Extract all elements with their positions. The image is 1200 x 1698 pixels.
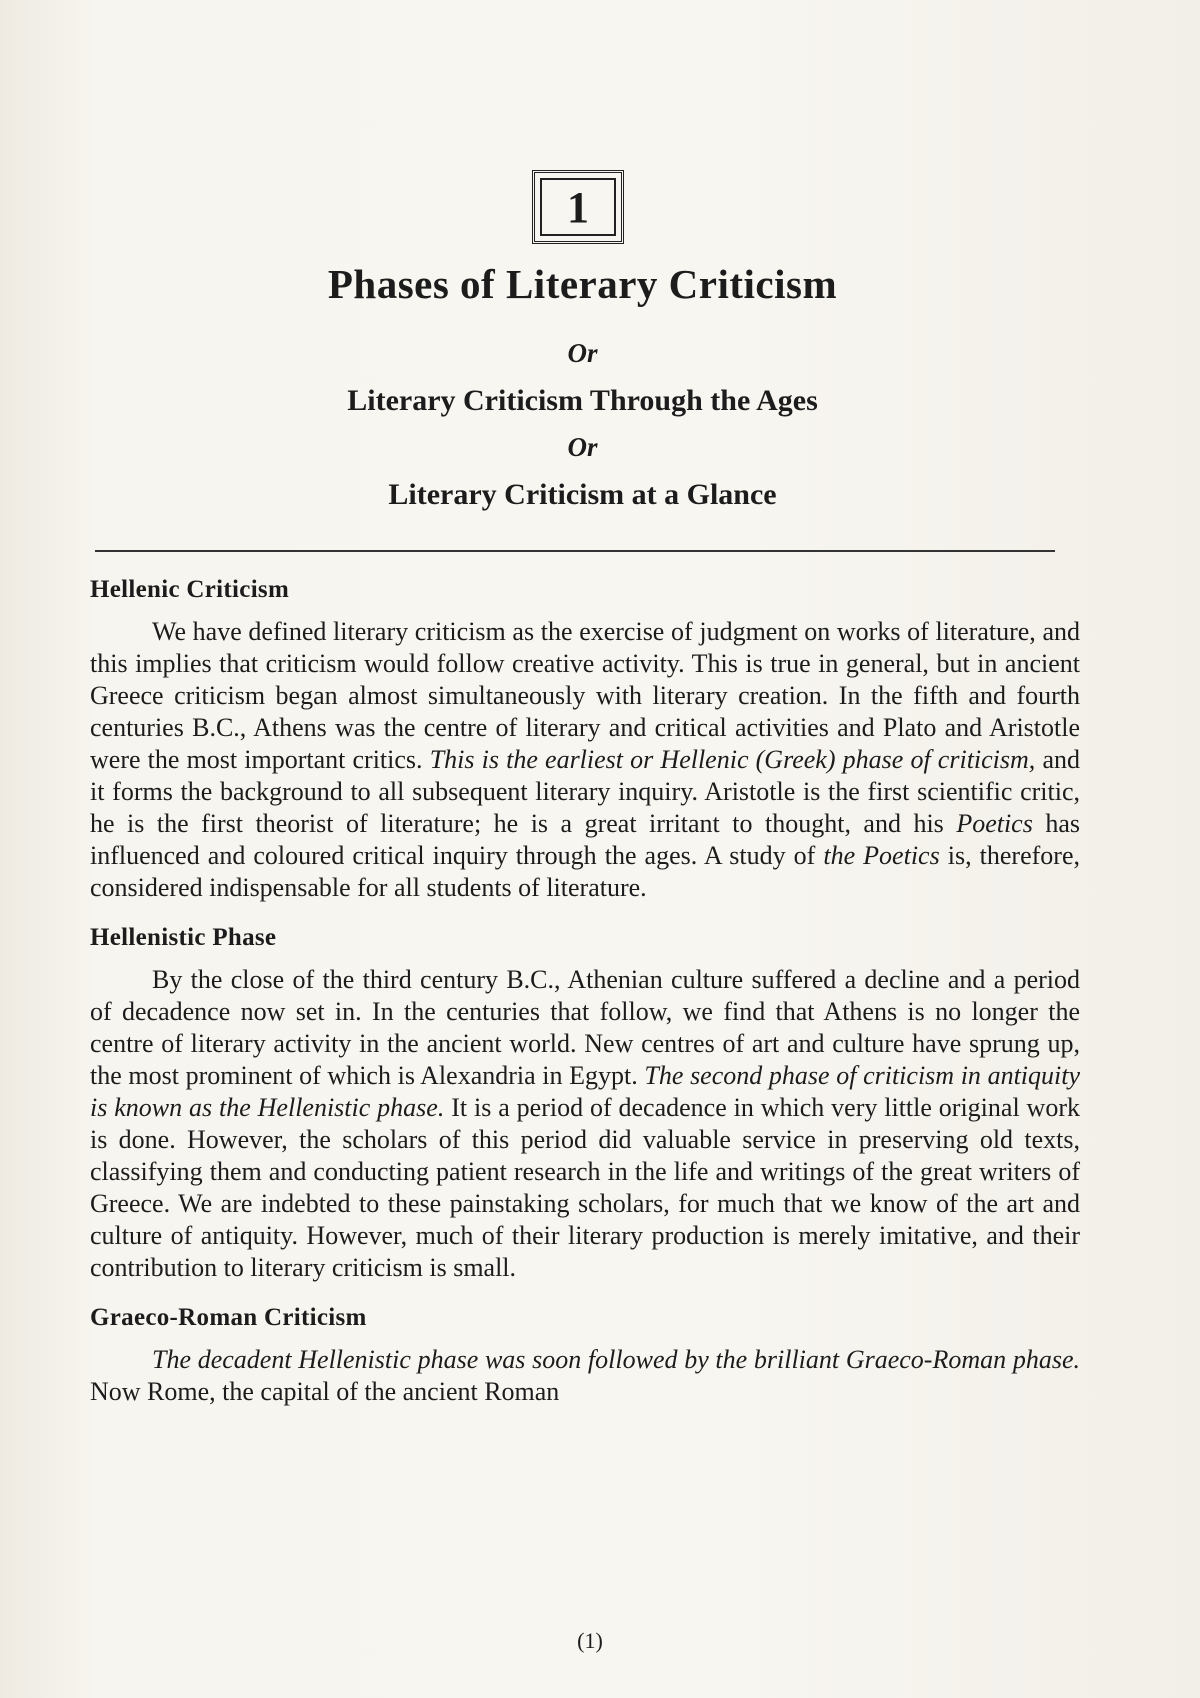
or-separator-2: Or: [567, 432, 598, 462]
text-run: is, therefore, considered indispensable for all students of literature.: [90, 841, 1080, 902]
text-run: Now Rome, the capital of the ancient Roman: [90, 1377, 560, 1406]
text-run: We have defined literary criticism as the exercise of judgment on works of literature, and this implies that criticism would follow creative activity. This is true in general, but in ancient Greece criticism began almost simultaneously with literary creation. In the fifth and fourth centuries B.C., Athens was the centre of literary and critical activities and Plato and Aristotle were the most important critics.: [90, 617, 1080, 774]
horizontal-rule: [95, 550, 1055, 552]
alternate-title-1: Literary Criticism Through the Ages: [347, 384, 818, 417]
section-paragraph: [90, 964, 1080, 1284]
body-text: [90, 574, 1080, 1426]
section-heading: Hellenic Criticism: [90, 576, 290, 603]
text-run: It is a period of decadence in which very little original work is done. However, the scholars of this period did valuable service in preserving old texts, classifying them and conducting patient research in the life and writings of the great writers of Greece. We are indebted to these painstaking scholars, for much that we know of the art and culture of antiquity. However, much of their literary production is merely imitative, and their contribution to literary criticism is small.: [90, 1093, 1080, 1282]
chapter-number-box: [532, 170, 624, 244]
section-graeco-roman: [90, 1302, 1080, 1408]
chapter-number: 1: [540, 178, 616, 236]
text-run: and it forms the background to all subsequent literary inquiry. Aristotle is the first scientific critic, he is the first theorist of literature; he is a great irritant to thought, and his: [90, 745, 1080, 838]
italic-text-run: Poetics: [956, 809, 1033, 838]
section-hellenic: [90, 574, 1080, 904]
section-hellenistic: [90, 922, 1080, 1284]
text-run: By the close of the third century B.C., Athenian culture suffered a decline and a period of decadence now set in. In the centuries that follow, we find that Athens is no longer the centre of literary activity in the ancient world. New centres of art and culture have sprung up, the most prominent of which is Alexandria in Egypt.: [90, 965, 1080, 1090]
italic-text-run: The second phase of criticism in antiquity is known as the Hellenistic phase.: [90, 1061, 1080, 1122]
text-run: has influenced and coloured critical inquiry through the ages. A study of: [90, 809, 1080, 870]
or-separator-1: Or: [567, 338, 598, 368]
section-heading: Graeco-Roman Criticism: [90, 1304, 367, 1331]
chapter-title: Phases of Literary Criticism: [327, 261, 838, 307]
page-number: (1): [577, 1628, 603, 1653]
italic-text-run: the Poetics: [823, 841, 940, 870]
section-heading: Hellenistic Phase: [90, 924, 277, 951]
alternate-title-2: Literary Criticism at a Glance: [388, 478, 777, 511]
italic-text-run: This is the earliest or Hellenic (Greek) phase of criticism,: [429, 745, 1036, 774]
section-paragraph: [90, 616, 1080, 904]
italic-text-run: The decadent Hellenistic phase was soon followed by the brilliant Graeco-Roman phase.: [152, 1345, 1080, 1374]
section-paragraph: [90, 1344, 1080, 1408]
